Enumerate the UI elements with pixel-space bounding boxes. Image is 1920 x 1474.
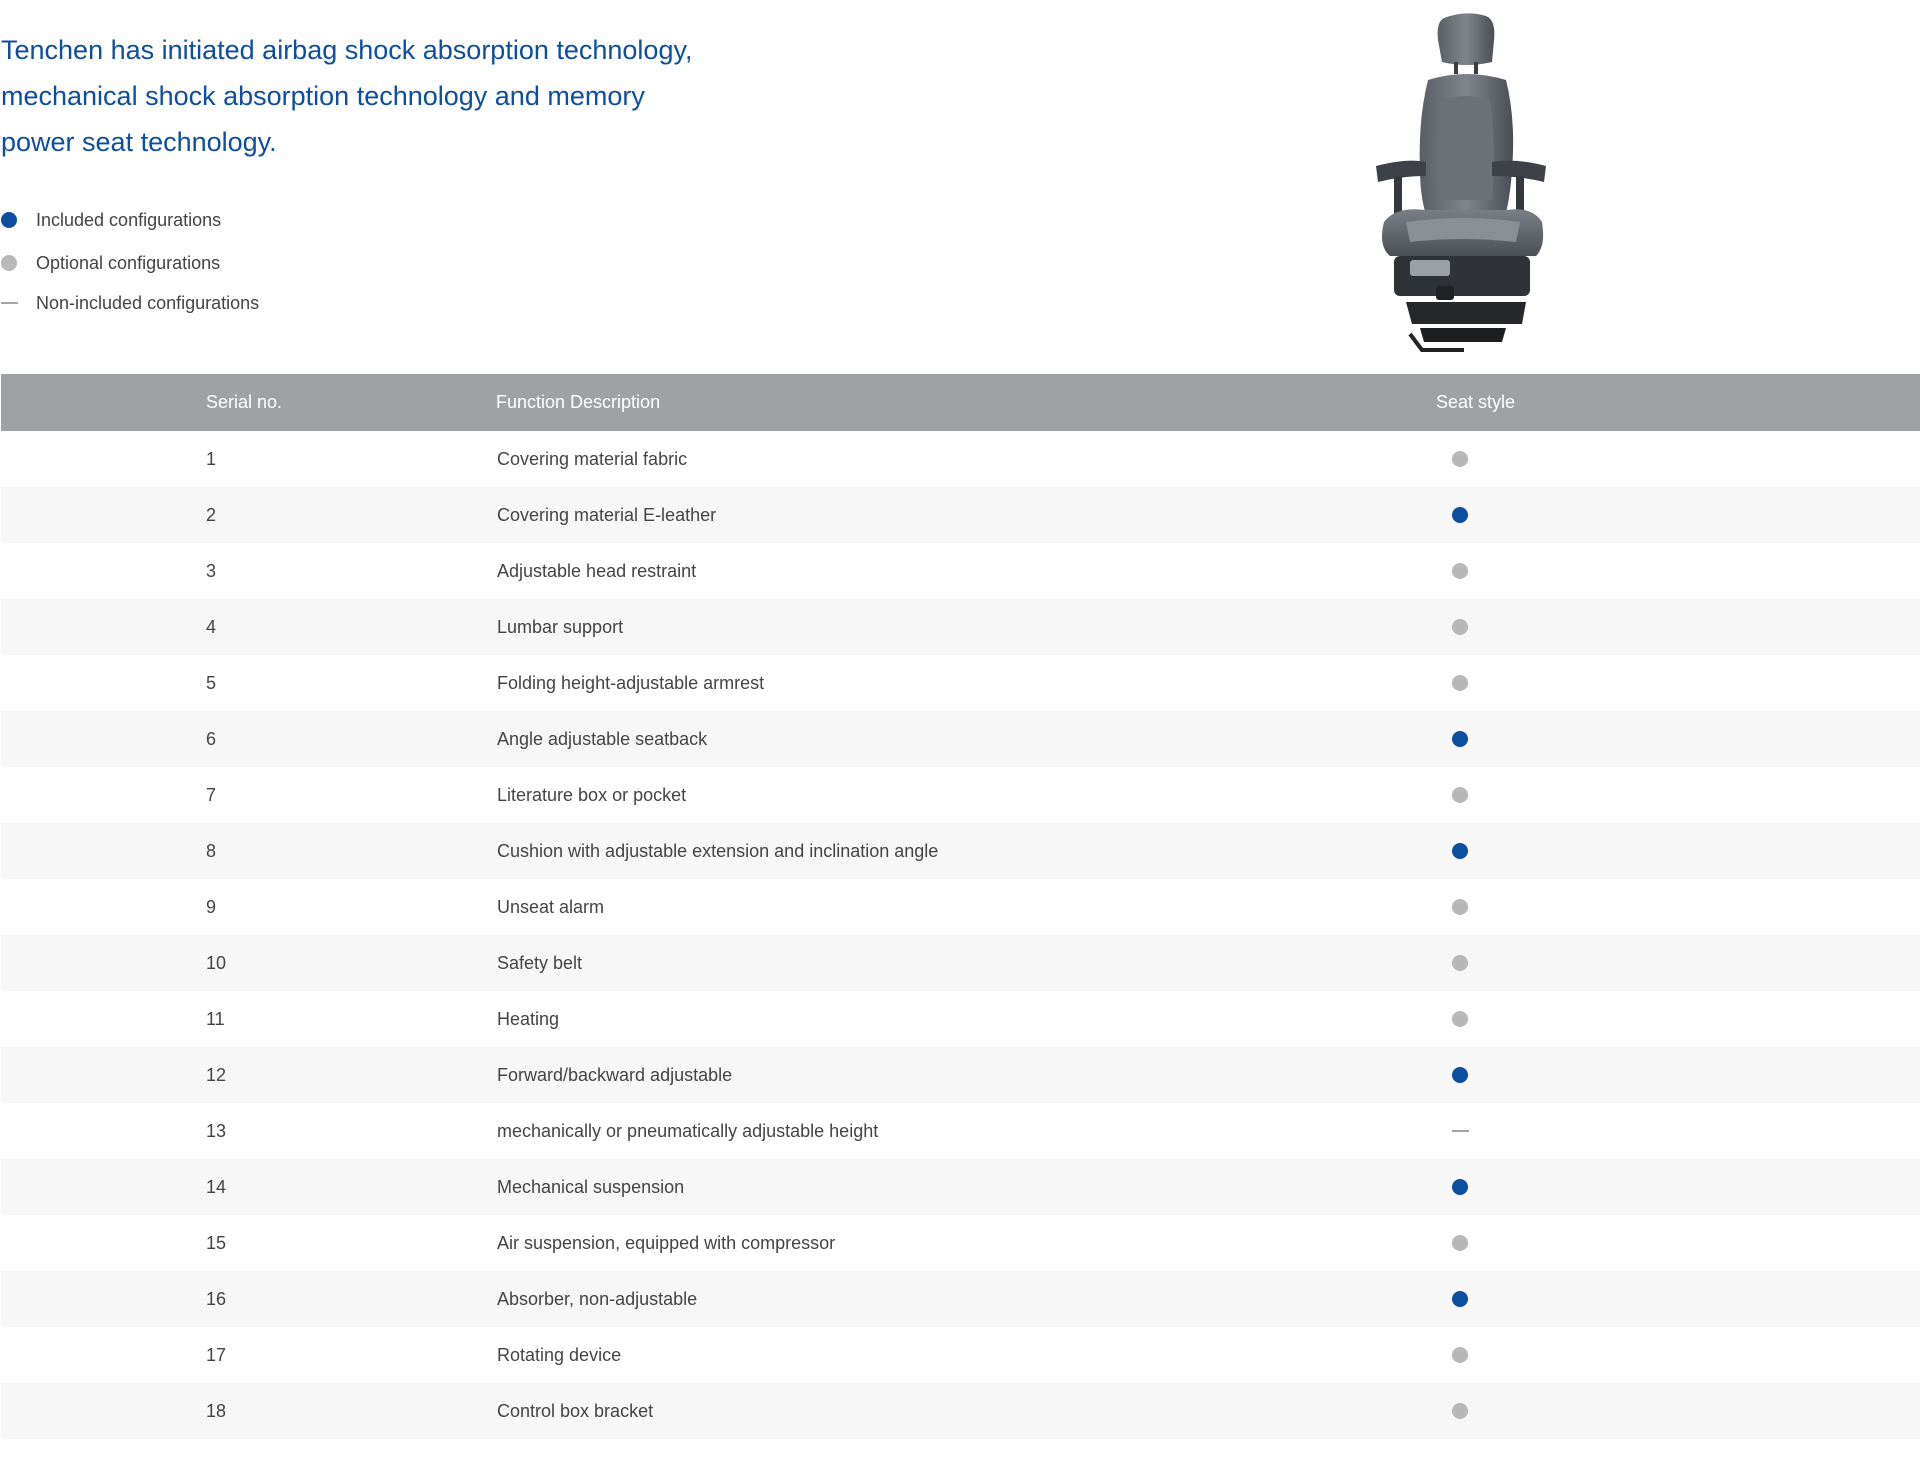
table-row bbox=[1, 1215, 1920, 1271]
table-row bbox=[1, 655, 1920, 711]
cell-seat-style bbox=[1217, 1235, 1556, 1251]
cell-serial: 6 bbox=[206, 728, 217, 749]
table-row bbox=[1, 431, 1920, 487]
cell-seat-style bbox=[1217, 955, 1556, 971]
header-serial: Serial no. bbox=[206, 392, 283, 412]
intro-text: Tenchen has initiated airbag shock absorption technology, mechanical shock absorption technology and memory power seat technology. bbox=[1, 35, 693, 157]
configuration-table bbox=[1, 374, 1920, 1439]
cell-description: Absorber, non-adjustable bbox=[497, 1288, 698, 1309]
included-dot-icon bbox=[1, 212, 17, 228]
optional-dot-icon bbox=[1452, 787, 1468, 803]
cell-seat-style bbox=[1217, 563, 1556, 579]
optional-dot-icon bbox=[1452, 675, 1468, 691]
cell-seat-style bbox=[1217, 675, 1556, 691]
table-row bbox=[1, 543, 1920, 599]
cell-serial: 10 bbox=[206, 952, 227, 973]
cell-serial: 16 bbox=[206, 1288, 227, 1309]
optional-dot-icon bbox=[1452, 1011, 1468, 1027]
cell-serial: 12 bbox=[206, 1064, 227, 1085]
cell-description: Covering material E-leather bbox=[497, 504, 717, 525]
cell-serial: 3 bbox=[206, 560, 217, 581]
cell-seat-style bbox=[1217, 731, 1556, 747]
table-header bbox=[1, 374, 1920, 431]
optional-dot-icon bbox=[1452, 563, 1468, 579]
legend-item-optional bbox=[1, 251, 501, 275]
optional-dot-icon bbox=[1, 255, 17, 271]
cell-description: Lumbar support bbox=[497, 616, 624, 637]
cell-seat-style bbox=[1217, 1403, 1556, 1419]
cell-description: Angle adjustable seatback bbox=[497, 728, 708, 749]
table-row bbox=[1, 879, 1920, 935]
cell-description: Unseat alarm bbox=[497, 896, 605, 917]
cell-serial: 5 bbox=[206, 672, 217, 693]
cell-seat-style bbox=[1217, 899, 1556, 915]
cell-seat-style bbox=[1217, 451, 1556, 467]
cell-description: Folding height-adjustable armrest bbox=[497, 672, 765, 693]
optional-dot-icon bbox=[1452, 451, 1468, 467]
optional-dot-icon bbox=[1452, 619, 1468, 635]
legend bbox=[1, 208, 501, 334]
included-dot-icon bbox=[1452, 843, 1468, 859]
table-row bbox=[1, 711, 1920, 767]
optional-dot-icon bbox=[1452, 899, 1468, 915]
seat-product-image bbox=[1366, 10, 1552, 352]
cell-description: Air suspension, equipped with compressor bbox=[497, 1232, 836, 1253]
cell-serial: 11 bbox=[206, 1008, 225, 1029]
included-dot-icon bbox=[1452, 507, 1468, 523]
cell-description: Literature box or pocket bbox=[497, 784, 687, 805]
cell-serial: 17 bbox=[206, 1344, 227, 1365]
table-row bbox=[1, 823, 1920, 879]
legend-label: Included configurations bbox=[36, 209, 222, 230]
non-included-dash-icon bbox=[1, 302, 18, 304]
legend-item-included bbox=[1, 208, 501, 232]
table-row bbox=[1, 599, 1920, 655]
table-body bbox=[1, 431, 1920, 1439]
cell-seat-style bbox=[1217, 1130, 1556, 1132]
cell-description: Heating bbox=[497, 1008, 560, 1029]
cell-serial: 9 bbox=[206, 896, 217, 917]
table-row bbox=[1, 1159, 1920, 1215]
table-row bbox=[1, 767, 1920, 823]
legend-item-non-included bbox=[1, 291, 501, 315]
cell-seat-style bbox=[1217, 843, 1556, 859]
cell-seat-style bbox=[1217, 507, 1556, 523]
cell-description: Forward/backward adjustable bbox=[497, 1064, 733, 1085]
table-row bbox=[1, 935, 1920, 991]
cell-seat-style bbox=[1217, 1291, 1556, 1307]
optional-dot-icon bbox=[1452, 955, 1468, 971]
non-included-dash-icon bbox=[1452, 1130, 1469, 1132]
cell-seat-style bbox=[1217, 787, 1556, 803]
table-row bbox=[1, 1383, 1920, 1439]
included-dot-icon bbox=[1452, 1179, 1468, 1195]
cell-serial: 7 bbox=[206, 784, 217, 805]
cell-serial: 13 bbox=[206, 1120, 227, 1141]
cell-serial: 18 bbox=[206, 1400, 227, 1421]
header-description: Function Description bbox=[496, 392, 661, 412]
cell-serial: 1 bbox=[206, 448, 217, 469]
optional-dot-icon bbox=[1452, 1403, 1468, 1419]
cell-description: Adjustable head restraint bbox=[497, 560, 697, 581]
cell-description: Cushion with adjustable extension and inclination angle bbox=[497, 840, 939, 861]
cell-description: Rotating device bbox=[497, 1344, 622, 1365]
cell-serial: 2 bbox=[206, 504, 217, 525]
cell-seat-style bbox=[1217, 1011, 1556, 1027]
cell-description: Safety belt bbox=[497, 952, 583, 973]
cell-description: Control box bracket bbox=[497, 1400, 654, 1421]
included-dot-icon bbox=[1452, 731, 1468, 747]
table-row bbox=[1, 1103, 1920, 1159]
legend-label: Optional configurations bbox=[36, 252, 221, 273]
included-dot-icon bbox=[1452, 1067, 1468, 1083]
table-row bbox=[1, 1047, 1920, 1103]
cell-seat-style bbox=[1217, 1067, 1556, 1083]
cell-serial: 8 bbox=[206, 840, 217, 861]
cell-serial: 14 bbox=[206, 1176, 227, 1197]
header-seat-style: Seat style bbox=[1436, 392, 1516, 412]
cell-description: Covering material fabric bbox=[497, 448, 688, 469]
cell-description: mechanically or pneumatically adjustable height bbox=[497, 1120, 879, 1141]
optional-dot-icon bbox=[1452, 1235, 1468, 1251]
optional-dot-icon bbox=[1452, 1347, 1468, 1363]
table-row bbox=[1, 487, 1920, 543]
cell-serial: 15 bbox=[206, 1232, 227, 1253]
included-dot-icon bbox=[1452, 1291, 1468, 1307]
cell-seat-style bbox=[1217, 1347, 1556, 1363]
cell-serial: 4 bbox=[206, 616, 217, 637]
table-row bbox=[1, 1327, 1920, 1383]
cell-seat-style bbox=[1217, 619, 1556, 635]
table-row bbox=[1, 991, 1920, 1047]
table-row bbox=[1, 1271, 1920, 1327]
legend-label: Non-included configurations bbox=[36, 292, 260, 313]
cell-description: Mechanical suspension bbox=[497, 1176, 685, 1197]
cell-seat-style bbox=[1217, 1179, 1556, 1195]
